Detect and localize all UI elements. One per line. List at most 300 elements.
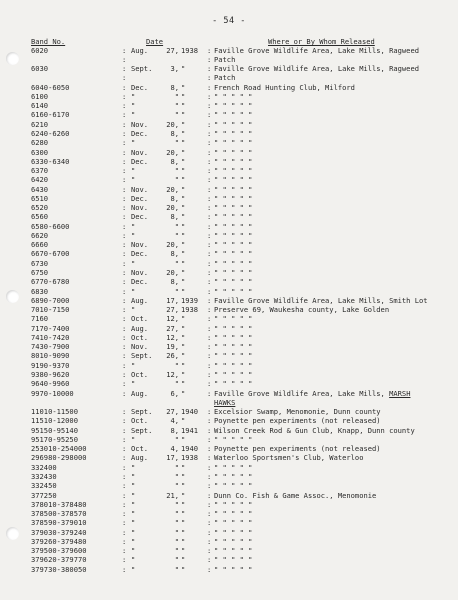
separator: : — [122, 175, 127, 185]
release-location: Faville Grove Wildlife Area, Lake Mills, Ragweed — [214, 64, 419, 73]
date-year: " — [181, 369, 186, 379]
date-month: " — [131, 499, 136, 509]
date-day: 8, — [170, 212, 179, 222]
date-year: " — [181, 360, 186, 370]
table-row — [31, 101, 451, 110]
band-number: 9970-10000 — [31, 388, 74, 398]
date-year: " — [181, 156, 186, 166]
release-location: " " " " " — [214, 230, 253, 240]
date-month: Oct. — [131, 369, 149, 379]
date-month: " — [131, 490, 136, 500]
page-number: - 54 - — [212, 16, 246, 26]
table-row — [31, 138, 451, 147]
separator: : — [122, 54, 127, 64]
table-row — [31, 157, 451, 166]
separator: : — [122, 101, 127, 111]
separator: : — [207, 277, 212, 287]
separator: : — [122, 388, 127, 398]
table-row — [31, 305, 451, 314]
band-number: 11010-11500 — [31, 407, 78, 416]
date-day: " — [174, 509, 179, 518]
separator: : — [122, 462, 127, 472]
separator: : — [207, 64, 212, 73]
release-location: " " " " " — [214, 91, 253, 101]
release-location-underlined: HAWKS — [214, 397, 236, 407]
separator: : — [122, 555, 127, 565]
band-number: 7010-7150 — [31, 305, 70, 315]
release-location: " " " " " — [214, 240, 253, 250]
table-row — [31, 231, 451, 240]
date-month: Aug. — [131, 295, 149, 305]
table-row — [31, 518, 451, 527]
date-month: " — [131, 258, 136, 268]
date-year: " — [181, 249, 186, 259]
separator: : — [207, 499, 212, 509]
release-location: Wilson Creek Rod & Gun Club, Knapp, Dunn county — [214, 425, 415, 435]
separator: : — [122, 314, 127, 324]
date-year: " — [181, 323, 186, 333]
date-year: 1938 — [181, 45, 199, 55]
date-month: Oct. — [131, 416, 149, 426]
separator: : — [207, 388, 212, 398]
date-year: " — [181, 499, 186, 509]
date-month: " — [131, 509, 136, 518]
release-location: " " " " " — [214, 434, 253, 444]
table-row — [31, 110, 451, 119]
date-day: " — [174, 471, 179, 481]
date-year: " — [181, 175, 186, 185]
table-row — [31, 333, 451, 342]
date-month: Oct. — [131, 332, 149, 342]
date-year: " — [181, 64, 186, 73]
date-year: " — [181, 138, 186, 148]
separator: : — [122, 305, 127, 315]
date-day: 27, — [166, 407, 179, 416]
date-day: " — [174, 101, 179, 111]
table-row — [31, 259, 451, 268]
separator: : — [207, 166, 212, 175]
band-number: 6100 — [31, 91, 49, 101]
date-year: 1940 — [181, 444, 199, 454]
band-number: 6580-6600 — [31, 221, 70, 231]
separator: : — [207, 73, 212, 83]
band-number: 6890-7000 — [31, 295, 70, 305]
date-day: " — [174, 138, 179, 148]
band-number: 6330-6340 — [31, 156, 70, 166]
band-number: 6510 — [31, 193, 49, 203]
date-year: " — [181, 434, 186, 444]
separator: : — [122, 546, 127, 556]
separator: : — [122, 453, 127, 463]
date-day: 8, — [170, 128, 179, 138]
date-month: " — [131, 110, 136, 120]
date-month: Dec. — [131, 128, 149, 138]
date-day: 27, — [166, 323, 179, 333]
release-location: " " " " " — [214, 564, 253, 574]
date-day: 17, — [166, 295, 179, 305]
date-day: 20, — [166, 184, 179, 194]
separator: : — [207, 509, 212, 518]
date-year: " — [181, 110, 186, 120]
separator: : — [122, 499, 127, 509]
separator: : — [207, 258, 212, 268]
date-year: 1940 — [181, 407, 199, 416]
separator: : — [207, 434, 212, 444]
date-month: " — [131, 230, 136, 240]
date-year: " — [181, 332, 186, 342]
table-row — [31, 277, 451, 286]
separator: : — [207, 119, 212, 129]
date-month: Nov. — [131, 147, 149, 157]
date-day: 19, — [166, 342, 179, 352]
band-number: 379730-380050 — [31, 564, 87, 574]
separator: : — [122, 240, 127, 250]
separator: : — [207, 453, 212, 463]
separator: : — [207, 286, 212, 296]
release-location: " " " " " — [214, 249, 253, 259]
separator: : — [122, 203, 127, 213]
separator: : — [207, 314, 212, 324]
date-day: 12, — [166, 332, 179, 342]
date-month: Dec. — [131, 249, 149, 259]
table-row — [31, 370, 451, 379]
date-year: " — [181, 462, 186, 472]
separator: : — [207, 416, 212, 426]
table-row — [31, 435, 451, 444]
band-number: 332430 — [31, 471, 57, 481]
band-number: 6020 — [31, 45, 49, 55]
separator: : — [122, 138, 127, 148]
separator: : — [122, 332, 127, 342]
release-location: " " " " " — [214, 277, 253, 287]
date-day: " — [174, 434, 179, 444]
band-number: 6830 — [31, 286, 49, 296]
separator: : — [122, 564, 127, 574]
separator: : — [207, 407, 212, 416]
date-day: 8, — [170, 425, 179, 435]
date-day: 20, — [166, 119, 179, 129]
table-row — [31, 472, 451, 481]
release-location — [214, 389, 410, 398]
date-day: 6, — [170, 388, 179, 398]
band-number: 296980-298000 — [31, 453, 87, 463]
date-year: " — [181, 203, 186, 213]
separator: : — [207, 156, 212, 166]
separator: : — [207, 564, 212, 574]
date-year: " — [181, 184, 186, 194]
date-month: Nov. — [131, 240, 149, 250]
table-row — [31, 203, 451, 212]
table-row — [31, 296, 451, 305]
date-month: " — [131, 564, 136, 574]
date-year: " — [181, 128, 186, 138]
table-row — [31, 287, 451, 296]
table-row — [31, 342, 451, 351]
band-number: 6770-6780 — [31, 277, 70, 287]
table-row — [31, 407, 451, 416]
band-number: 6670-6700 — [31, 249, 70, 259]
separator: : — [122, 184, 127, 194]
table-row — [31, 546, 451, 555]
date-day: 27, — [166, 305, 179, 315]
band-number: 332400 — [31, 462, 57, 472]
release-location: " " " " " — [214, 119, 253, 129]
separator: : — [122, 379, 127, 389]
separator: : — [207, 230, 212, 240]
date-year: " — [181, 147, 186, 157]
separator: : — [122, 277, 127, 287]
table-row — [31, 528, 451, 537]
date-day: 27, — [166, 45, 179, 55]
band-number: 7170-7400 — [31, 323, 70, 333]
release-location: Faville Grove Wildlife Area, Lake Mills, Ragweed — [214, 45, 419, 55]
release-location: " " " " " — [214, 527, 253, 537]
table-row — [31, 500, 451, 509]
separator: : — [207, 555, 212, 565]
date-day: 20, — [166, 147, 179, 157]
separator: : — [122, 64, 127, 73]
separator: : — [207, 342, 212, 352]
separator: : — [207, 128, 212, 138]
date-month: Oct. — [131, 314, 149, 324]
table-row — [31, 509, 451, 518]
separator: : — [207, 110, 212, 120]
table-row — [31, 361, 451, 370]
date-month: " — [131, 527, 136, 537]
table-row — [31, 240, 451, 249]
separator: : — [207, 54, 212, 64]
date-month: " — [131, 175, 136, 185]
release-location: " " " " " — [214, 147, 253, 157]
date-day: " — [174, 462, 179, 472]
date-month: " — [131, 471, 136, 481]
date-month: " — [131, 138, 136, 148]
date-year: " — [181, 416, 186, 426]
date-year: 1938 — [181, 453, 199, 463]
band-number: 6520 — [31, 203, 49, 213]
date-month: " — [131, 286, 136, 296]
separator: : — [207, 249, 212, 259]
separator: : — [207, 138, 212, 148]
band-number: 379620-379770 — [31, 555, 87, 565]
band-number: 379260-379480 — [31, 536, 87, 546]
band-number: 6040-6050 — [31, 82, 70, 92]
separator: : — [122, 230, 127, 240]
band-number: 6030 — [31, 64, 49, 73]
release-location: Poynette pen experiments (not released) — [214, 444, 381, 454]
date-month: Aug. — [131, 45, 149, 55]
date-day: 8, — [170, 156, 179, 166]
separator: : — [122, 91, 127, 101]
band-number: 6620 — [31, 230, 49, 240]
separator: : — [122, 527, 127, 537]
band-number: 8010-9090 — [31, 351, 70, 361]
separator: : — [122, 166, 127, 175]
date-year: " — [181, 119, 186, 129]
table-row — [31, 185, 451, 194]
release-location: " " " " " — [214, 546, 253, 556]
release-location: " " " " " — [214, 360, 253, 370]
table-row — [31, 324, 451, 333]
release-location: " " " " " — [214, 342, 253, 352]
separator: : — [207, 462, 212, 472]
separator: : — [122, 258, 127, 268]
separator: : — [207, 490, 212, 500]
table-row — [31, 46, 451, 55]
table-row — [31, 555, 451, 564]
separator: : — [122, 45, 127, 55]
band-number: 7430-7900 — [31, 342, 70, 352]
date-month: " — [131, 305, 136, 315]
table-row — [31, 379, 451, 388]
release-location-underlined: MARSH — [389, 388, 411, 398]
separator: : — [207, 332, 212, 342]
date-month: Dec. — [131, 193, 149, 203]
separator: : — [207, 546, 212, 556]
date-day: 12, — [166, 314, 179, 324]
separator: : — [207, 471, 212, 481]
release-location: " " " " " — [214, 332, 253, 342]
date-month: Dec. — [131, 212, 149, 222]
date-year: " — [181, 518, 186, 528]
release-location: " " " " " — [214, 518, 253, 528]
release-location: " " " " " — [214, 156, 253, 166]
date-day: " — [174, 258, 179, 268]
release-location: " " " " " — [214, 101, 253, 111]
date-year: " — [181, 509, 186, 518]
table-row — [31, 83, 451, 92]
date-day: " — [174, 110, 179, 120]
release-location: " " " " " — [214, 509, 253, 518]
date-day: 4, — [170, 416, 179, 426]
date-day: " — [174, 91, 179, 101]
date-year: " — [181, 351, 186, 361]
date-month: Sept. — [131, 407, 153, 416]
release-location: " " " " " — [214, 351, 253, 361]
date-day: " — [174, 360, 179, 370]
separator: : — [122, 119, 127, 129]
separator: : — [207, 91, 212, 101]
separator: : — [122, 416, 127, 426]
separator: : — [122, 128, 127, 138]
release-location: " " " " " — [214, 481, 253, 491]
table-row — [31, 55, 451, 64]
date-day: 8, — [170, 193, 179, 203]
date-day: " — [174, 518, 179, 528]
table-row — [31, 268, 451, 277]
separator: : — [122, 425, 127, 435]
separator: : — [122, 471, 127, 481]
separator: : — [122, 82, 127, 92]
date-year: " — [181, 268, 186, 277]
punch-hole — [6, 52, 19, 65]
separator: : — [207, 82, 212, 92]
date-year: " — [181, 527, 186, 537]
date-day: " — [174, 230, 179, 240]
separator: : — [122, 444, 127, 454]
header-where: Where or By Whom Released — [268, 37, 375, 46]
release-location: Dunn Co. Fish & Game Assoc., Menomonie — [214, 490, 377, 500]
separator: : — [122, 434, 127, 444]
date-month: " — [131, 360, 136, 370]
separator: : — [122, 536, 127, 546]
separator: : — [207, 193, 212, 203]
table-row — [31, 249, 451, 258]
date-day: 20, — [166, 240, 179, 250]
date-day: " — [174, 379, 179, 389]
table-row — [31, 129, 451, 138]
table-row — [31, 175, 451, 184]
separator: : — [207, 425, 212, 435]
release-location: " " " " " — [214, 536, 253, 546]
date-day: " — [174, 555, 179, 565]
header-band-no: Band No. — [31, 37, 66, 46]
release-location: " " " " " — [214, 323, 253, 333]
table-row — [31, 426, 451, 435]
band-number: 6660 — [31, 240, 49, 250]
separator: : — [207, 295, 212, 305]
date-year: 1938 — [181, 305, 199, 315]
band-number: 253010-254000 — [31, 444, 87, 454]
release-location: " " " " " — [214, 193, 253, 203]
date-month: Sept. — [131, 64, 153, 73]
separator: : — [122, 351, 127, 361]
date-month: " — [131, 221, 136, 231]
date-month: " — [131, 555, 136, 565]
release-location: " " " " " — [214, 203, 253, 213]
separator: : — [207, 175, 212, 185]
date-day: " — [174, 536, 179, 546]
date-month: " — [131, 434, 136, 444]
band-number: 7160 — [31, 314, 49, 324]
release-location: " " " " " — [214, 471, 253, 481]
band-number: 6300 — [31, 147, 49, 157]
date-month: Sept. — [131, 425, 153, 435]
band-number: 377250 — [31, 490, 57, 500]
release-location: " " " " " — [214, 110, 253, 120]
separator: : — [122, 407, 127, 416]
date-year: " — [181, 490, 186, 500]
band-number: 6730 — [31, 258, 49, 268]
date-year: " — [181, 101, 186, 111]
date-year: " — [181, 555, 186, 565]
separator: : — [207, 360, 212, 370]
date-month: Nov. — [131, 119, 149, 129]
table-row — [31, 166, 451, 175]
release-location — [214, 398, 235, 407]
date-month: " — [131, 166, 136, 175]
date-year: " — [181, 221, 186, 231]
separator: : — [207, 45, 212, 55]
band-number: 378500-378570 — [31, 509, 87, 518]
date-month: Dec. — [131, 277, 149, 287]
date-year: " — [181, 314, 186, 324]
release-location: Waterloo Sportsmen's Club, Waterloo — [214, 453, 364, 463]
band-number: 378590-379010 — [31, 518, 87, 528]
date-month: " — [131, 91, 136, 101]
date-day: 21, — [166, 490, 179, 500]
separator: : — [122, 147, 127, 157]
band-number: 6750 — [31, 268, 49, 277]
date-year: " — [181, 258, 186, 268]
band-number: 379500-379600 — [31, 546, 87, 556]
release-location: " " " " " — [214, 184, 253, 194]
date-year: " — [181, 481, 186, 491]
table-row — [31, 194, 451, 203]
table-row — [31, 537, 451, 546]
date-month: " — [131, 518, 136, 528]
table-row — [31, 64, 451, 73]
